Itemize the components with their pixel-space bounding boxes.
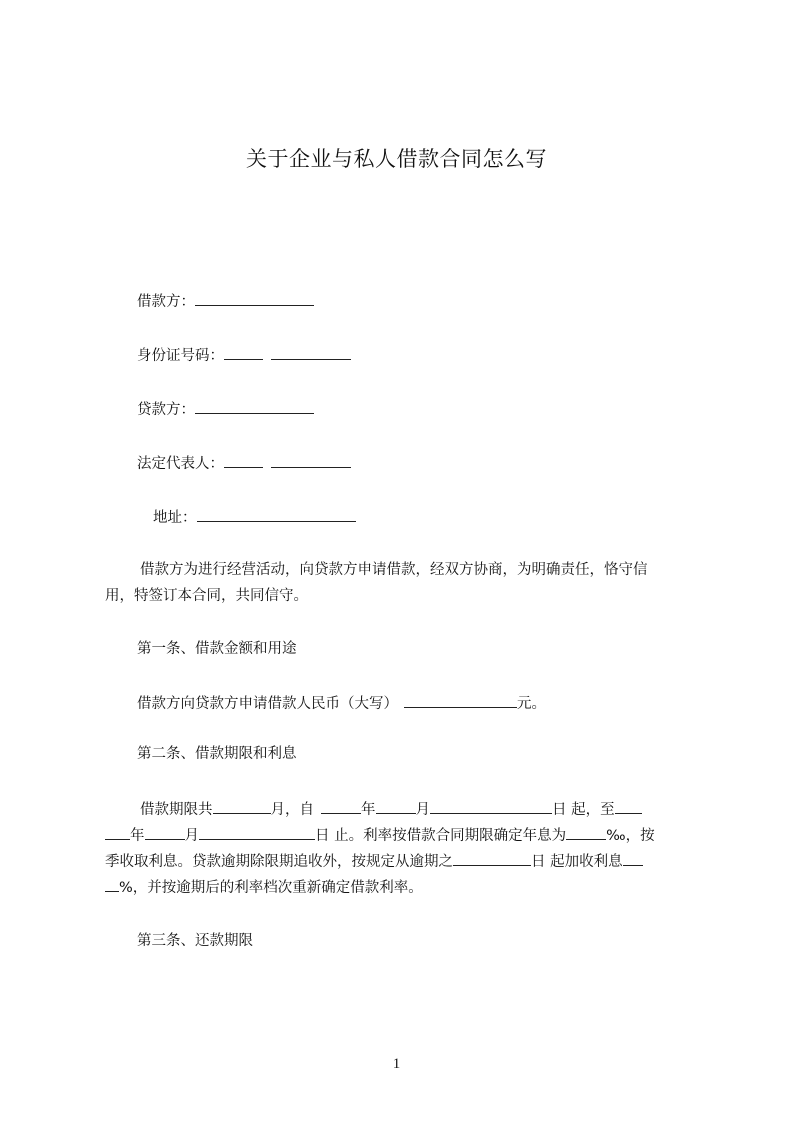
address-blank	[197, 506, 356, 522]
article-2-heading: 第二条、借款期限和利息	[137, 746, 297, 762]
article-1-heading: 第一条、借款金额和用途	[137, 641, 297, 657]
end-day-blank	[199, 824, 315, 840]
legal-rep-label: 法定代表人：	[137, 456, 224, 472]
end-year-blank-a	[615, 798, 642, 814]
overdue-day-blank	[453, 850, 531, 866]
borrower-blank	[195, 290, 314, 306]
article-2-line-4	[105, 876, 423, 899]
rate-label: 日 止。利率按借款合同期限确定年息为	[315, 828, 567, 844]
borrower-label: 借款方：	[137, 294, 195, 310]
start-month-blank	[376, 798, 416, 814]
term-months-blank	[213, 798, 271, 814]
penalty-rate-blank-b	[105, 876, 119, 892]
year-label-2: 年	[130, 828, 145, 844]
borrower-field	[137, 290, 314, 313]
article-1-text-a: 借款方向贷款方申请借款人民币（大写）	[137, 696, 398, 712]
day-to-label: 日 起，至	[552, 802, 615, 818]
document-title: 关于企业与私人借款合同怎么写	[246, 147, 547, 171]
article-2-line-1	[140, 798, 642, 821]
id-number-field	[137, 344, 351, 367]
year-label-1: 年	[361, 802, 376, 818]
loan-amount-blank	[404, 692, 517, 708]
per-mille-label: ‰，按	[606, 828, 655, 844]
intro-line-1: 借款方为进行经营活动，向贷款方申请借款，经双方协商，为明确责任，恪守信	[140, 562, 648, 578]
month-label-2: 月	[184, 828, 199, 844]
end-year-blank-b	[105, 824, 130, 840]
term-label: 借款期限共	[140, 802, 213, 818]
address-field	[153, 506, 356, 529]
start-year-blank	[321, 798, 361, 814]
id-number-blank-2	[271, 344, 351, 360]
overdue-label: 季收取利息。贷款逾期除限期追收外，按规定从逾期之	[105, 854, 453, 870]
article-2-line-2	[105, 824, 655, 847]
article-1-text	[137, 692, 546, 715]
legal-rep-field	[137, 452, 351, 475]
id-number-label: 身份证号码：	[137, 348, 224, 364]
article-3-heading: 第三条、还款期限	[137, 933, 253, 949]
lender-blank	[195, 398, 314, 414]
lender-field	[137, 398, 314, 421]
month-label-1: 月	[415, 802, 430, 818]
intro-line-2: 用，特签订本合同，共同信守。	[105, 588, 308, 604]
article-1-text-b: 元。	[517, 696, 546, 712]
start-day-blank	[430, 798, 552, 814]
article-2-line-3	[105, 850, 643, 873]
id-number-blank-1	[224, 344, 263, 360]
end-month-blank	[145, 824, 185, 840]
from-label: 月，自	[270, 802, 314, 818]
penalty-label: 日 起加收利息	[531, 854, 623, 870]
penalty-rate-blank-a	[623, 850, 643, 866]
lender-label: 贷款方：	[137, 402, 195, 418]
legal-rep-blank-1	[224, 452, 263, 468]
legal-rep-blank-2	[271, 452, 351, 468]
annual-rate-blank	[566, 824, 606, 840]
page-number: 1	[392, 1056, 401, 1072]
address-label: 地址：	[153, 510, 197, 526]
rate-adjust-text: %，并按逾期后的利率档次重新确定借款利率。	[119, 880, 423, 896]
